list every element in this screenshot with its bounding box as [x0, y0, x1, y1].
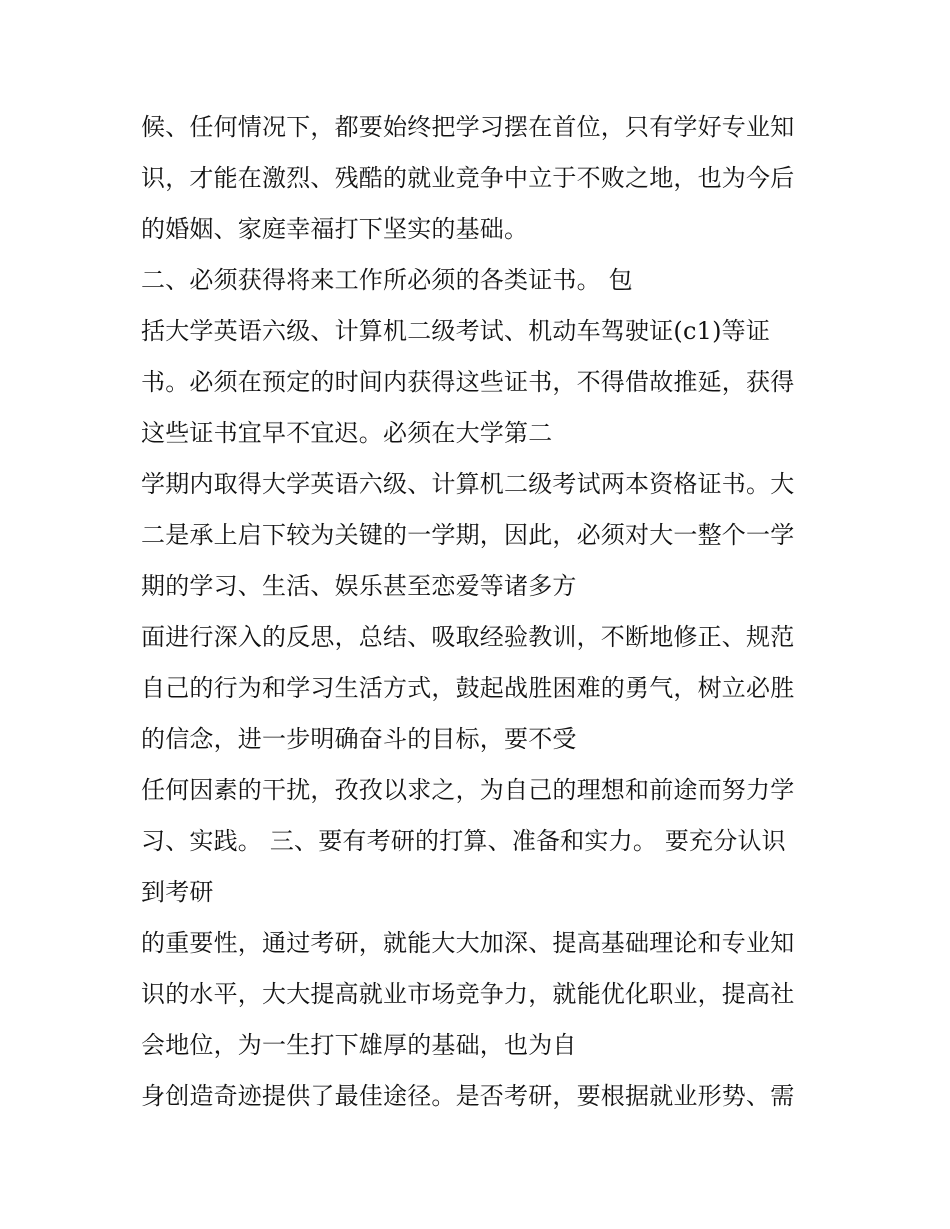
text-line: 这些证书宜早不宜迟。必须在大学第二: [141, 419, 553, 447]
text-line: 二是承上启下较为关键的一学期，因此，必须对大一整个一学: [141, 521, 795, 549]
text-line: 习、实践。 三、要有考研的打算、准备和实力。 要充分认识: [141, 827, 786, 855]
text-line: 识，才能在激烈、残酷的就业竞争中立于不败之地，也为今后: [141, 164, 795, 192]
text-line: 任何因素的干扰，孜孜以求之，为自己的理想和前途而努力学: [141, 776, 795, 804]
text-line: 的重要性，通过考研，就能大大加深、提高基础理论和专业知: [141, 929, 795, 957]
text-line: 自己的行为和学习生活方式，鼓起战胜困难的勇气，树立必胜: [141, 674, 795, 702]
text-line: 到考研: [141, 878, 214, 906]
text-line: 书。必须在预定的时间内获得这些证书，不得借故推延，获得: [141, 368, 795, 396]
text-line: 识的水平，大大提高就业市场竞争力，就能优化职业，提高社: [141, 980, 795, 1008]
text-line: 身创造奇迹提供了最佳途径。是否考研，要根据就业形势、需: [141, 1082, 795, 1110]
text-line: 期的学习、生活、娱乐甚至恋爱等诸多方: [141, 572, 577, 600]
body-text: [141, 102, 821, 1122]
text-line: 的信念，进一步明确奋斗的目标，要不受: [141, 725, 577, 753]
text-line: 学期内取得大学英语六级、计算机二级考试两本资格证书。大: [141, 470, 795, 498]
text-line: 面进行深入的反思，总结、吸取经验教训，不断地修正、规范: [141, 623, 795, 651]
text-line: 会地位，为一生打下雄厚的基础，也为自: [141, 1031, 577, 1059]
text-line: 二、必须获得将来工作所必须的各类证书。 包: [141, 266, 633, 294]
text-line: 的婚姻、家庭幸福打下坚实的基础。: [141, 215, 529, 243]
text-line: 候、任何情况下，都要始终把学习摆在首位，只有学好专业知: [141, 113, 795, 141]
text-line: 括大学英语六级、计算机二级考试、机动车驾驶证(c1)等证: [141, 317, 771, 345]
